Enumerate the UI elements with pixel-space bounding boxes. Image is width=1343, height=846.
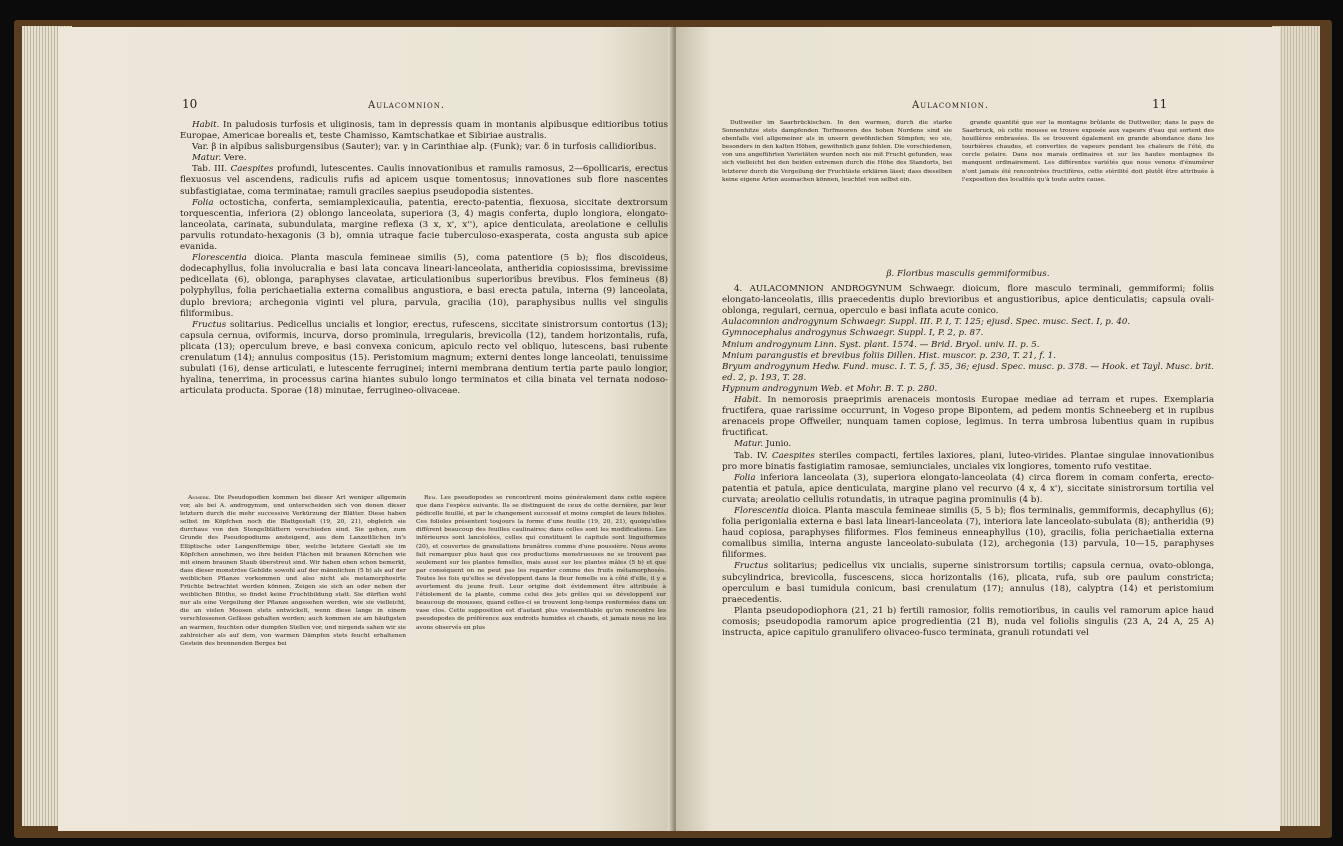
right-page-number: 11 — [1152, 97, 1168, 111]
caespites-text: steriles compacti, fertiles laxiores, plani, luteo-virides. Plantae singulae innovationibus pro more binatis fastigiatim ramosae, semiunciales, unciales vix longiores, tomento rufo vestitae. — [722, 450, 1214, 472]
var-text: β in alpibus salisburgensibus (Sauter); var. γ in Carinthiae alp. (Funk); var. δ in turfosis callidioribus. — [211, 142, 657, 153]
footnote-de-text: Die Pseudopodien kommen bei dieser Art weniger allgemein vor, als bei A. androgynum, und unterscheiden sich von denen dieser letztern durch die mehr successive Verkürzung der Blätter. Diese haben selbst im Köpfchen noch die Blattgestalt (19, 20, 21), obgleich sie durchaus von den Stengelblättern verschieden sind. Sie gehen, zum Grunde des Pseudopodiums ansteigend, aus dem Lanzettlichen in's Elliptische oder Langenförmige über, welche letztere Gestalt sie im Köpfchen annehmen, wo ihre beiden Flächen mit braunen Körnchen wie mit einem braunen Staub überstreut sind. Wir haben eben schon bemerkt, dass dieser monströse Gebilde sowohl auf der männlichen (5 b) als auf der weiblichen Pflanze vorkommen und also nicht als metamorphosirte Früchte betrachtet werden können. Zeigen sie sich an oder neben der weiblichen Blüthe, so findet keine Fruchtbildung statt. Sie dürften wohl nur als eine Vergeilung der Pflanze angesehen werden, wie sie vielleicht, die an vielen Moosen stets entwickelt, wenn diese lange in einem verschlossenen Gefässe gehalten werden; auch kommen sie am häufigsten an warmen, feuchten oder dumpfen Stellen vor, und nirgends sahen wir sie zahlreicher als auf dem, von warmen Dämpfen stets feucht erhaltenen Gestein des brennenden Berges bei — [180, 495, 407, 647]
fructus-label: Fructus — [734, 561, 769, 572]
synonym-line: Hypnum androgynum Web. et Mohr. B. T. p. 280. — [722, 383, 938, 394]
tab-label: Tab. III. — [192, 164, 228, 175]
fructus-label: Fructus — [192, 319, 227, 330]
florescentia-label: Florescentia — [192, 253, 247, 264]
var-label: Var. — [192, 142, 209, 153]
habit-label: Habit. — [192, 120, 220, 130]
footnote-fr-continued: grande quantité que sur la montagne brûlante de Duttweiler, dans le pays de Saarbruck, où cette mousse se trouve exposée aux vapeurs d'eau qui sortent des houillères embrasées. Ils se trouvent également en grande abondance dans les tourbières chaudes, et converties de vapeurs pendant les chaleurs de l'été, du cercle polaire. Dans nos marais ordinaires et sur les hautes montagnes ils manquent ordinairement. Les différentes variétés que nous venons d'énumérer n'ont jamais été rencontrées fructifères, cette stérilité doit plutôt être attribuée à l'exposition des localités qu'à toute autre cause. — [962, 120, 1214, 183]
right-page — [676, 27, 1280, 831]
footnote-de-label: Anmerk. — [188, 495, 211, 501]
right-footnote-german — [722, 119, 952, 184]
matur-text: Vere. — [223, 153, 247, 164]
left-main-text — [180, 120, 668, 397]
habit-text: In nemorosis praeprimis arenaceis montosis Europae mediae ad terram et rupes. Exemplaria fructifera, quae rarissime occurrunt, in Vogeso prope Bipontem, ad pedem montis Schneeberg et in rupibus arenaceis prope Offweiler, nunquam tamen copiose, legimus. In terra umbrosa lubentius quam in rupibus fructificat. — [722, 395, 1214, 439]
right-running-head: Aulacomnion. — [912, 100, 990, 111]
caespites-text: profundi, lutescentes. Caulis innovationibus et ramulis ramosus, 2—6pollicaris, erectus flexuosus vel ascendens, radiculis rufis ad apicem usque tomentosus; innovationes sub flore nascentes subfastigiatae, coma terminatae; ramuli graciles saepius pseudopodia sistentes. — [180, 164, 668, 197]
left-page — [58, 27, 674, 831]
synonym-line: Gymnocephalus androgynus Schwaegr. Suppl. I, P. 2, p. 87. — [722, 328, 984, 339]
fructus-text: solitarius; pedicellus vix uncialis, superne sinistrorsum tortilis; capsula cernua, ovato-oblonga, subcylindrica, brevicolla, fuscescens, sicca horizontalis (16), plicata, rufa, sub ore paulum constricta; operculum e basi tumidula conicum, basi crenulatum (17); annulus (18), calyptra (14) et peristomium praecedentis. — [722, 561, 1214, 605]
planta-text: pseudopodiophora (21, 21 b) fertili ramosior, foliis remotioribus, in caulis vel ramorum apice haud comosis; pseudopodia ramorum apice progredientia (21 B), nuda vel foliolis singulis (23 A, 24 A, 25 A) instructa, apice capitulo granulifero olivaceo-fusco terminata, granuli rotundati vel — [722, 605, 1215, 638]
folia-label: Folia — [734, 472, 756, 483]
right-main-text — [722, 259, 1214, 639]
footnote-de-continued: Duttweiler im Saarbrückischen. In den warmen, durch die starke Sonnenhitze stets dampfenden Torfmooren des hohen Nordens sind sie ebenfalls viel allgemeiner als in unsern gewöhnlichen Sümpfen; wo sie, besonders in den kalten Höhen, gewöhnlich ganz fehlen. Die vorschiedenen, von uns angeführten Varietäten wurden noch nie mit Frucht gefunden, was sich vielleicht bei den beiden extremen durch die Höhe des Standorts, bei letzterer durch die Vergeilung der Fruchtäste erklären lässt; dass dieselben keine eigene Arten ausmachen können, leuchtet von selbst ein. — [722, 120, 952, 183]
synonym-line: Mnium androgynum Linn. Syst. plant. 1574. — Brid. Bryol. univ. II. p. 5. — [722, 339, 1040, 350]
folia-label: Folia — [192, 197, 214, 208]
caespites-label: Caespites — [771, 450, 815, 461]
folia-text: inferiora lanceolata (3), superiora elongato-lanceolata (4) circa florem in comam conferta, erecto-patentia et patula, apice denticulata, margine plano vel recurvo (4 x, 4 x'), siccitate sinistrorsum tortilia vel curvata; areolatio cellulis rotundatis, in utraque pagina prominulis (4 b). — [722, 472, 1214, 505]
left-footnote-german — [180, 494, 406, 648]
left-page-number: 10 — [182, 97, 198, 111]
section-title: β. Floribus masculis gemmiformibus. — [886, 269, 1050, 279]
matur-text: Junio. — [765, 439, 792, 450]
matur-label: Matur. — [734, 439, 764, 450]
caespites-label: Caespites — [230, 164, 274, 175]
synonym-line: Bryum androgynum Hedw. Fund. musc. I. T. 5, f. 35, 36; ejusd. Spec. musc. p. 378. — Hook. et Tayl. Musc. brit. ed. 2, p. 193, T. 28. — [722, 361, 1214, 383]
folia-text: octosticha, conferta, semiamplexicaulia, patentia, erecto-patentia, flexuosa, siccitate dextrorsum torquescentia, inferiora (2) oblongo lanceolata, superiora (3, 4) magis conferta, duplo longiora, elongato-lanceolata, carinata, subundulata, margine reflexa (3 x, x', x''), apice denticulata, areolatione e cellulis parvulis rotundato-hexagonis (3 b), omnia utraque facie tuberculoso-exasperata, costa angusta sub apice evanida. — [180, 197, 668, 253]
florescentia-text: dioica. Planta mascula femineae similis (5), coma patentiore (5 b); flos discoideus, dodecaphyllus, folia involucralia e basi lata concava lineari-lanceolata, antheridia copiosissima, brevissime pedicellata (6), oblonga, paraphyses clavatae, articulationibus superioribus brevibus. Flos femineus (8) polyphyllus, folia perichaetialia externa comalibus angustiora, e basi erecta patula, interna (9) lanceolata, duplo breviora; archegonia viginti vel plura, parvula, gracilia (10), paraphysibus nullis vel singulis filiformibus. — [180, 253, 669, 319]
florescentia-text: dioica. Planta mascula femineae similis (5, 5 b); flos terminalis, gemmiformis, decaphyllus (6); folia perigonialia externa e basi lata lineari-lanceolata (7), interiora late lanceolato-subulata (8); antheridia (9) haud copiosa, paraphyses filiformes. Flos femineus enneaphyllus (10), gracilis, folia perichaetialia externa comalibus similia, interna anguste lanceolato-subulata (12), archegonia (13) parvula, 10—15, paraphyses filiformes. — [722, 505, 1214, 561]
left-footnote-french — [416, 494, 666, 632]
fructus-text: solitarius. Pedicellus uncialis et longior, erectus, rufescens, siccitate sinistrorsum contortus (13); capsula cernua, oviformis, incurva, dorso prominula, irregularis, brevicolla (12), tandem horizontalis, rufa, plicata (13); operculum breve, e basi convexa conicum, apiculo recto vel obliquo, lutescens, basi rubente crenulatum (14); annulus compositus (15). Peristomium magnum; externi dentes longe lanceolati, tenuissime subulati (16), dense articulati, e lutescente ferruginei; interni membrana dentium tertia parte paulo longior, hyalina, tenerrima, in processus carina hiantes subulo longo terminatos et cilia binata vel ternata nodoso-articulata producta. Sporae (18) minutae, ferrugineo-olivaceae. — [180, 319, 669, 397]
right-footnote-french — [962, 119, 1214, 184]
matur-label: Matur. — [192, 153, 222, 164]
planta-label: Planta — [734, 605, 763, 616]
tab-label: Tab. IV. — [734, 450, 768, 461]
synonym-line: Aulacomnion androgynum Schwaegr. Suppl. III. P. I, T. 125; ejusd. Spec. musc. Sect. I, p. 40. — [722, 317, 1131, 328]
florescentia-label: Florescentia — [734, 505, 789, 516]
habit-text: In paludosis turfosis et uliginosis, tam in depressis quam in montanis alpibusque editioribus totius Europae, Americae borealis et, teste Chamisso, Kamtschatkae et Sibiriae australis. — [180, 120, 668, 142]
footnote-fr-label: Rem. — [424, 495, 438, 501]
footnote-fr-text: Les pseudopodes se rencontrent moins généralement dans cette espèce que dans l'espèce suivante. Ils se distinguent de ceux de cette dernière, par leur pédicelle feuillé, et par le changement successif et moins complet de leurs folioles. Ces folioles présentent toujours la forme d'une feuille (19, 20, 21), quoiqu'elles diffèrent beaucoup des feuilles caulinaires; dans celles sont les modifications. Les inférieures sont lancéolées, celles qui constituent le capitule sont linguiformes (20), et couvertes de granulations brunâtres comme d'une poussière. Nous avons fait remarquer plus haut que ces productions monstrueuses ne se trouvent pas seulement sur les plantes femelles, mais aussi sur les plantes mâles (5 b) et que par conséquent on ne peut pas les regarder comme des fruits métamorphosés. Toutes les fois qu'elles se développent dans la fleur femelle ou à côté d'elle, il y a avortement du jeune fruit. Leur origine doit évidemment être attribuée à l'étiolement de la plante, comme celui des jets grêles qui se développent sur beaucoup de mousses, quand celles-ci se trouvent long-temps renfermées dans un vase clos. Cette supposition est d'autant plus vraisemblable qu'on rencontre les pseudopodes de préférence aux endroits humides et chauds, et jamais nous ne les avons observés en plus — [416, 495, 666, 631]
synonym-line: Mnium parangustis et brevibus foliis Dillen. Hist. muscor. p. 230, T. 21, f. 1. — [722, 350, 1056, 361]
habit-label: Habit. — [734, 395, 762, 406]
species-heading: 4. AULACOMNION ANDROGYNUM Schwaegr. dioicum, flore masculo terminali, gemmiformi; foliis elongato-lanceolatis, illis praecedentis duplo brevioribus et angustioribus, apice denticulatis; capsula ovali-oblonga, regulari, cernua, operculo e basi inflata acute conico. — [722, 284, 1214, 317]
left-running-head: Aulacomnion. — [368, 100, 446, 111]
